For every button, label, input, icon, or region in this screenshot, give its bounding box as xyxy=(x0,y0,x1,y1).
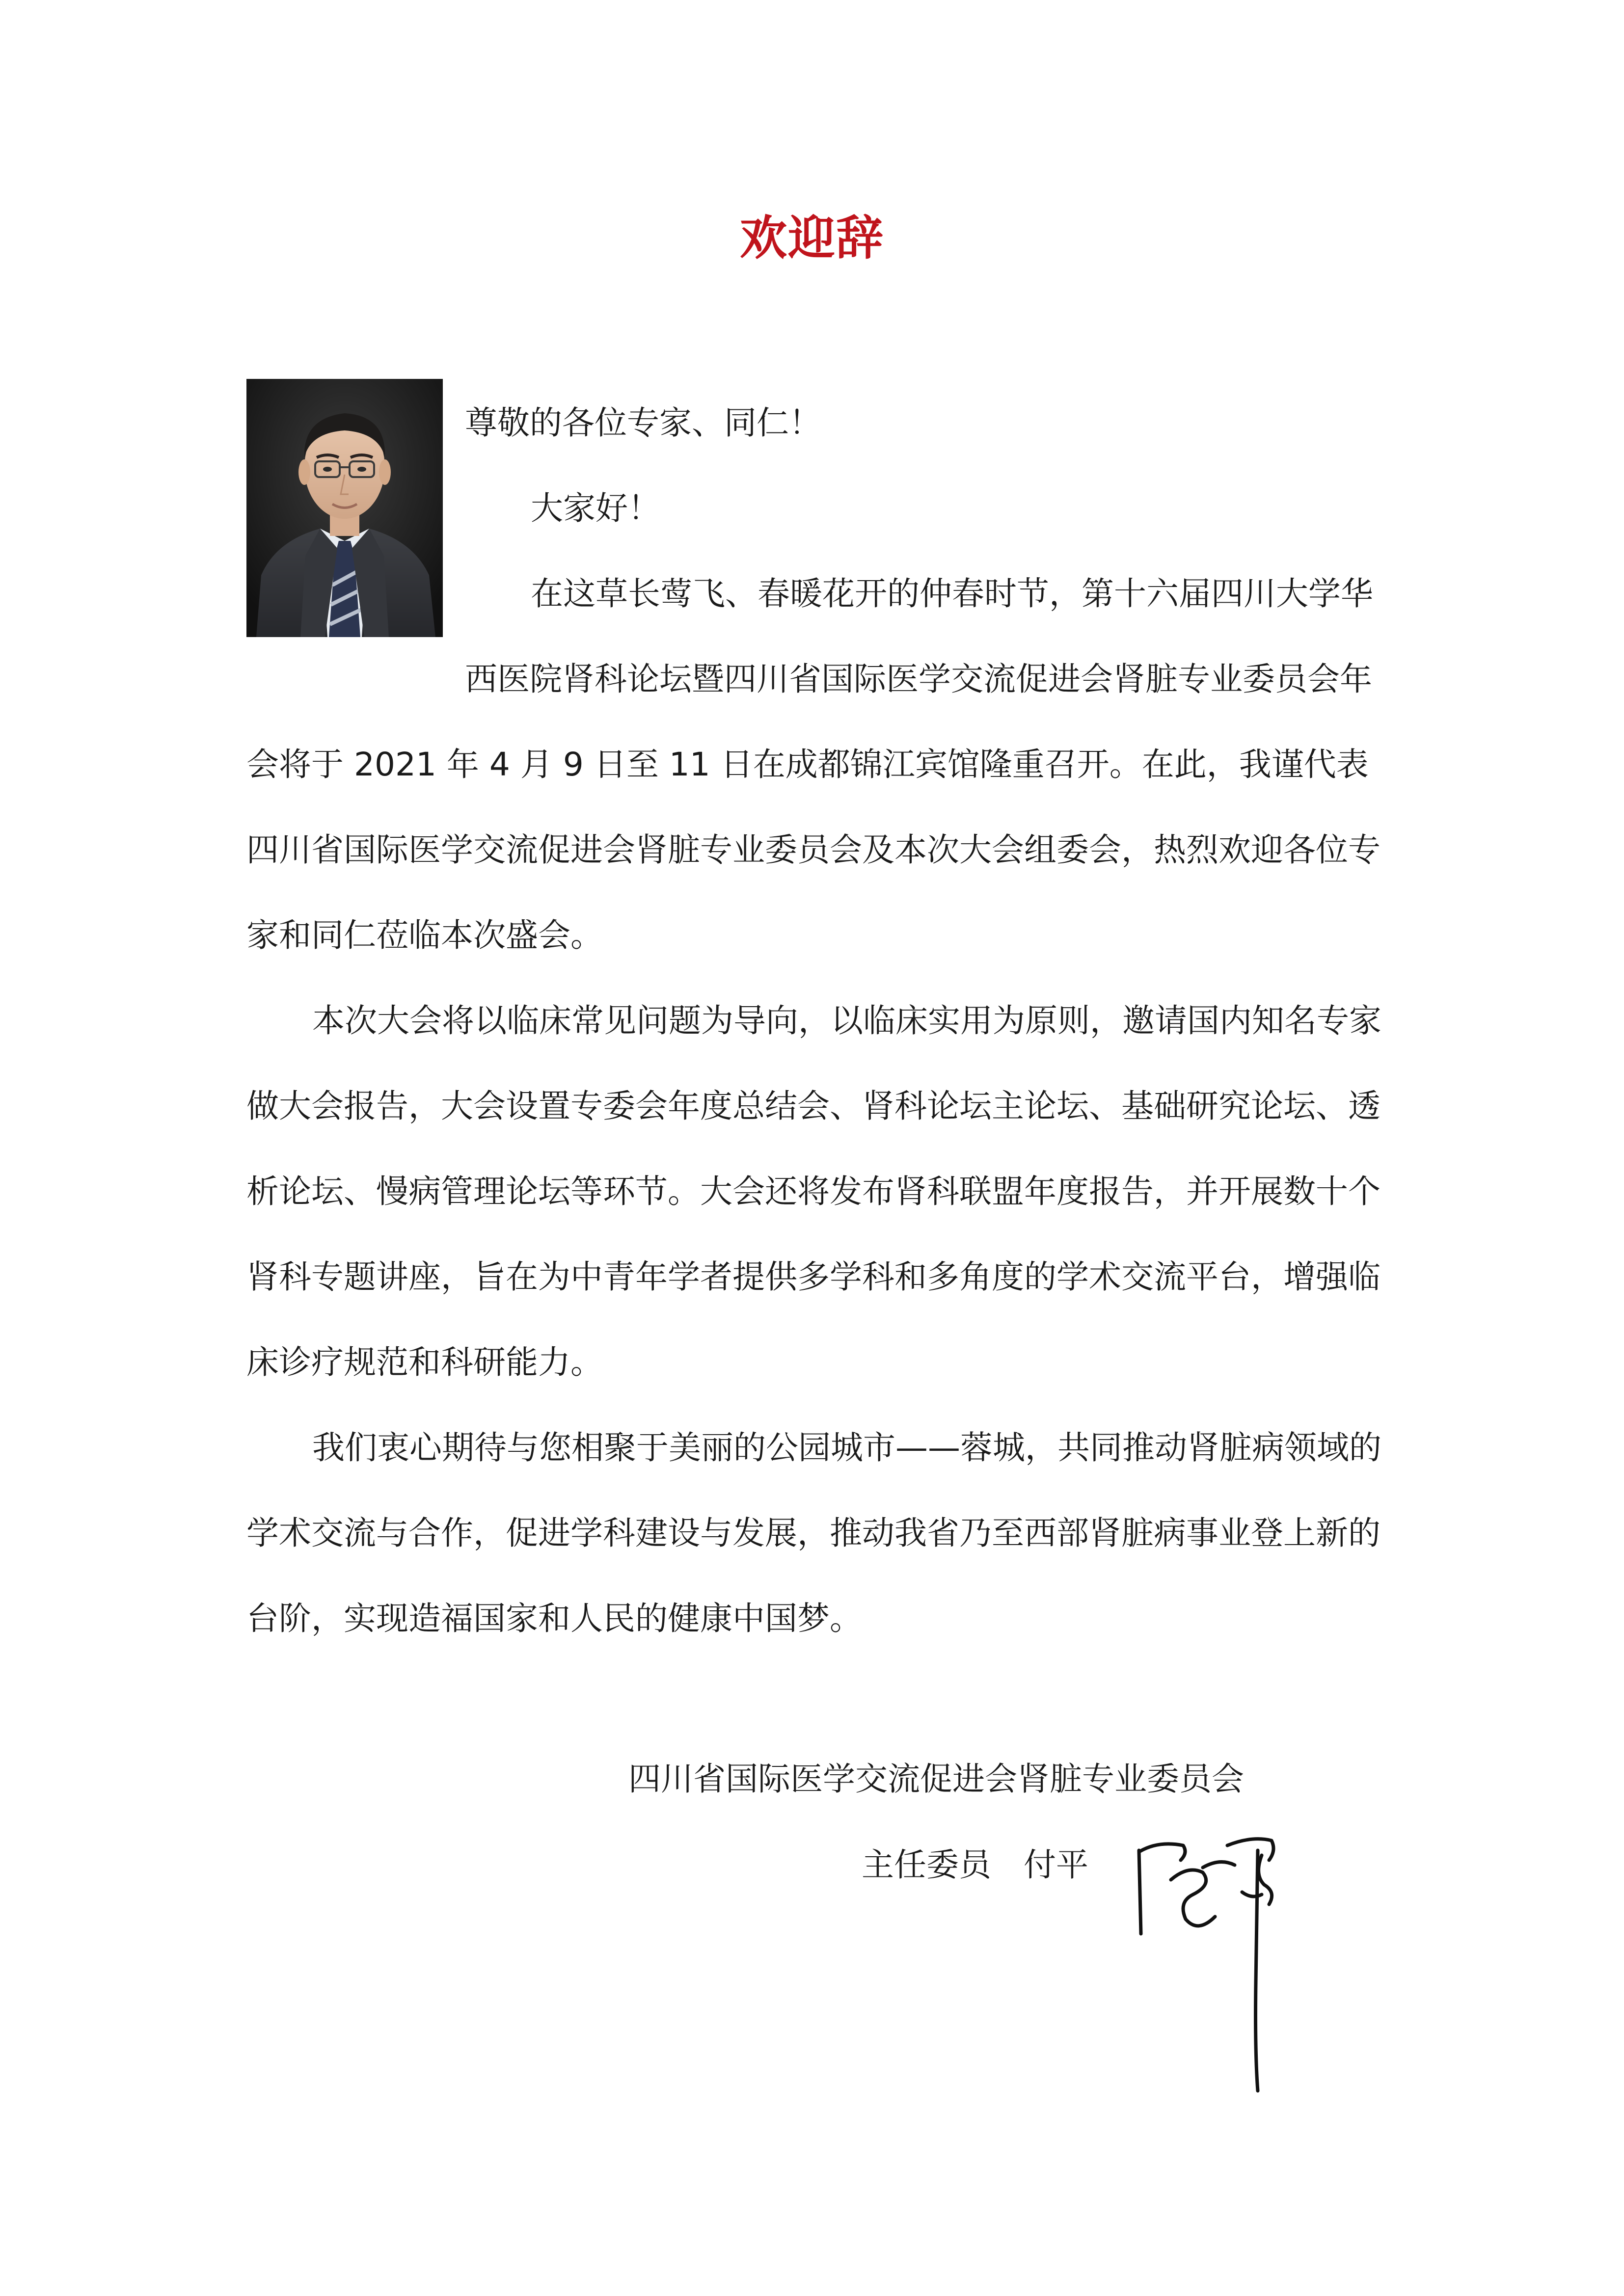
paragraph-1: 在这草长莺飞、春暖花开的仲春时节，第十六届四川大学华西医院肾科论坛暨四川省国际医学交流促进会肾脏专业委员会年会将于 2021 年 4 月 9 日至 11 日在成都锦江宾馆隆重召开。在此，我谨代表四川省国际医学交流促进会肾脏专业委员会及本次大会组委会，热烈欢迎各位专家和同仁莅临本次盛会。 xyxy=(246,575,1380,954)
portrait-spacer xyxy=(246,380,465,655)
greeting-line: 尊敬的各位专家、同仁！ xyxy=(465,404,821,442)
paragraph-3: 我们衷心期待与您相聚于美丽的公园城市——蓉城，共同推动肾脏病领域的学术交流与合作，促进学科建设与发展，推动我省乃至西部肾脏病事业登上新的台阶，实现造福国家和人民的健康中国梦。 xyxy=(246,1429,1381,1637)
salutation-line: 大家好！ xyxy=(531,489,660,527)
signoff-name: 付平 xyxy=(1024,1846,1088,1884)
handwritten-signature xyxy=(1129,1806,1306,2101)
page-title: 欢迎辞 xyxy=(740,211,884,266)
signoff-organization: 四川省国际医学交流促进会肾脏专业委员会 xyxy=(628,1760,1244,1798)
signoff-role: 主任委员 xyxy=(862,1846,991,1884)
paragraph-2: 本次大会将以临床常见问题为导向，以临床实用为原则，邀请国内知名专家做大会报告，大会设置专委会年度总结会、肾科论坛主论坛、基础研究论坛、透析论坛、慢病管理论坛等环节。大会还将发布肾科联盟年度报告，并开展数十个肾科专题讲座，旨在为中青年学者提供多学科和多角度的学术交流平台，增强临床诊疗规范和科研能力。 xyxy=(246,1002,1381,1381)
letter-body xyxy=(246,380,1385,1661)
